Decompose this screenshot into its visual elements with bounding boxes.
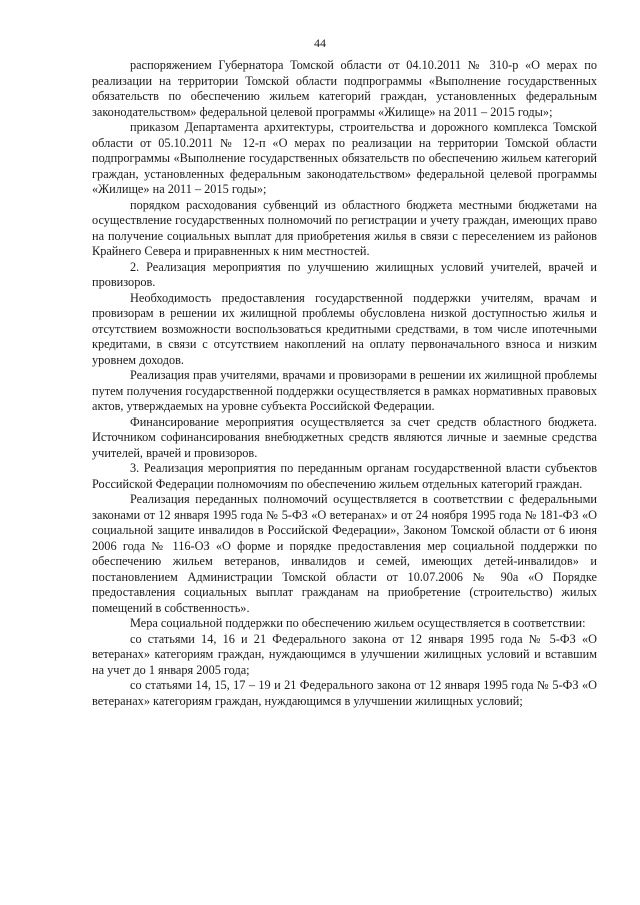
section-heading-delegated-powers: 3. Реализация мероприятия по переданным органам государственной власти субъектов Российской Федерации полномочиям по обеспечению жильем отдельных категорий граждан. xyxy=(92,461,597,491)
paragraph-support-measure: Мера социальной поддержки по обеспечению жильем осуществляется в соответствии: xyxy=(130,616,586,630)
paragraph-governor-order: распоряжением Губернатора Томской области от 04.10.2011 № 310-р «О мерах по реализации на территории Томской области подпрограммы «Выполнение государственных обязательств по обеспечению жильем категорий граждан, установленных федеральным законодательством» федеральной целевой программы «Жилище» на 2011 – 2015 годы»; xyxy=(92,58,597,119)
paragraph-federal-laws: Реализация переданных полномочий осуществляется в соответствии с федеральными законами от 12 января 1995 года № 5-ФЗ «О ветеранах» и от 24 ноября 1995 года № 181-ФЗ «О социальной защите инвалидов в Российской Федерации», Законом Томской области от 6 июня 2006 года № 116-ОЗ «О форме и порядке предоставления мер социальной поддержки по обеспечению жильем ветеранов, инвалидов и семей, имеющих детей-инвалидов» и постановлением Администрации Томской области от 10.07.2006 № 90а «О Порядке предоставления социальных выплат гражданам на приобретение (строительство) жилых помещений в собственность». xyxy=(92,492,597,615)
page-number: 44 xyxy=(314,36,326,50)
paragraph-department-order: приказом Департамента архитектуры, строительства и дорожного комплекса Томской области от 05.10.2011 № 12-п «О мерах по реализации на территории Томской области подпрограммы «Выполнение государственных обязательств по обеспечению жильем категорий граждан, установленных федеральным законодательством» федеральной целевой программы «Жилище» на 2011 – 2015 годы»; xyxy=(92,120,597,196)
paragraph-financing: Финансирование мероприятия осуществляется за счет средств областного бюджета. Источником софинансирования внебюджетных средств являются личные и заемные средства учителей, врачей и провизоров. xyxy=(92,414,597,460)
paragraph-rights-realization: Реализация прав учителями, врачами и провизорами в решении их жилищной проблемы путем получения государственной поддержки осуществляется в рамках нормативных правовых актов, утверждаемых на уровне субъекта Российской Федерации. xyxy=(92,368,597,413)
paragraph-support-necessity: Необходимость предоставления государственной поддержки учителям, врачам и провизорам в решении их жилищной проблемы обусловлена низкой доступностью жилья и отсутствием возможности воспользоваться кредитными средствами, в том числе ипотечными кредитами, в связи с отсутствием накоплений на оплату первоначального взноса и низким уровнем доходов. xyxy=(92,290,597,367)
list-item-articles-14-15-17-19-21: со статьями 14, 15, 17 – 19 и 21 Федерального закона от 12 января 1995 года № 5-ФЗ «О ветеранах» категориям граждан, нуждающимся в улучшении жилищных условий; xyxy=(92,678,597,708)
document-body xyxy=(92,58,597,709)
list-item-articles-14-16-21: со статьями 14, 16 и 21 Федерального закона от 12 января 1995 года № 5-ФЗ «О ветеранах» категориям граждан, нуждающимся в улучшении жилищных условий и вставшим на учет до 1 января 2005 года; xyxy=(92,631,597,677)
section-heading-teachers-doctors: 2. Реализация мероприятия по улучшению жилищных условий учителей, врачей и провизоров. xyxy=(92,259,597,289)
paragraph-subvention-procedure: порядком расходования субвенций из областного бюджета местными бюджетами на осуществление государственных полномочий по регистрации и учету граждан, имеющих право на получение социальных выплат для приобретения жилья в связи с переселением из районов Крайнего Севера и приравненных к ним местностей. xyxy=(92,197,597,258)
